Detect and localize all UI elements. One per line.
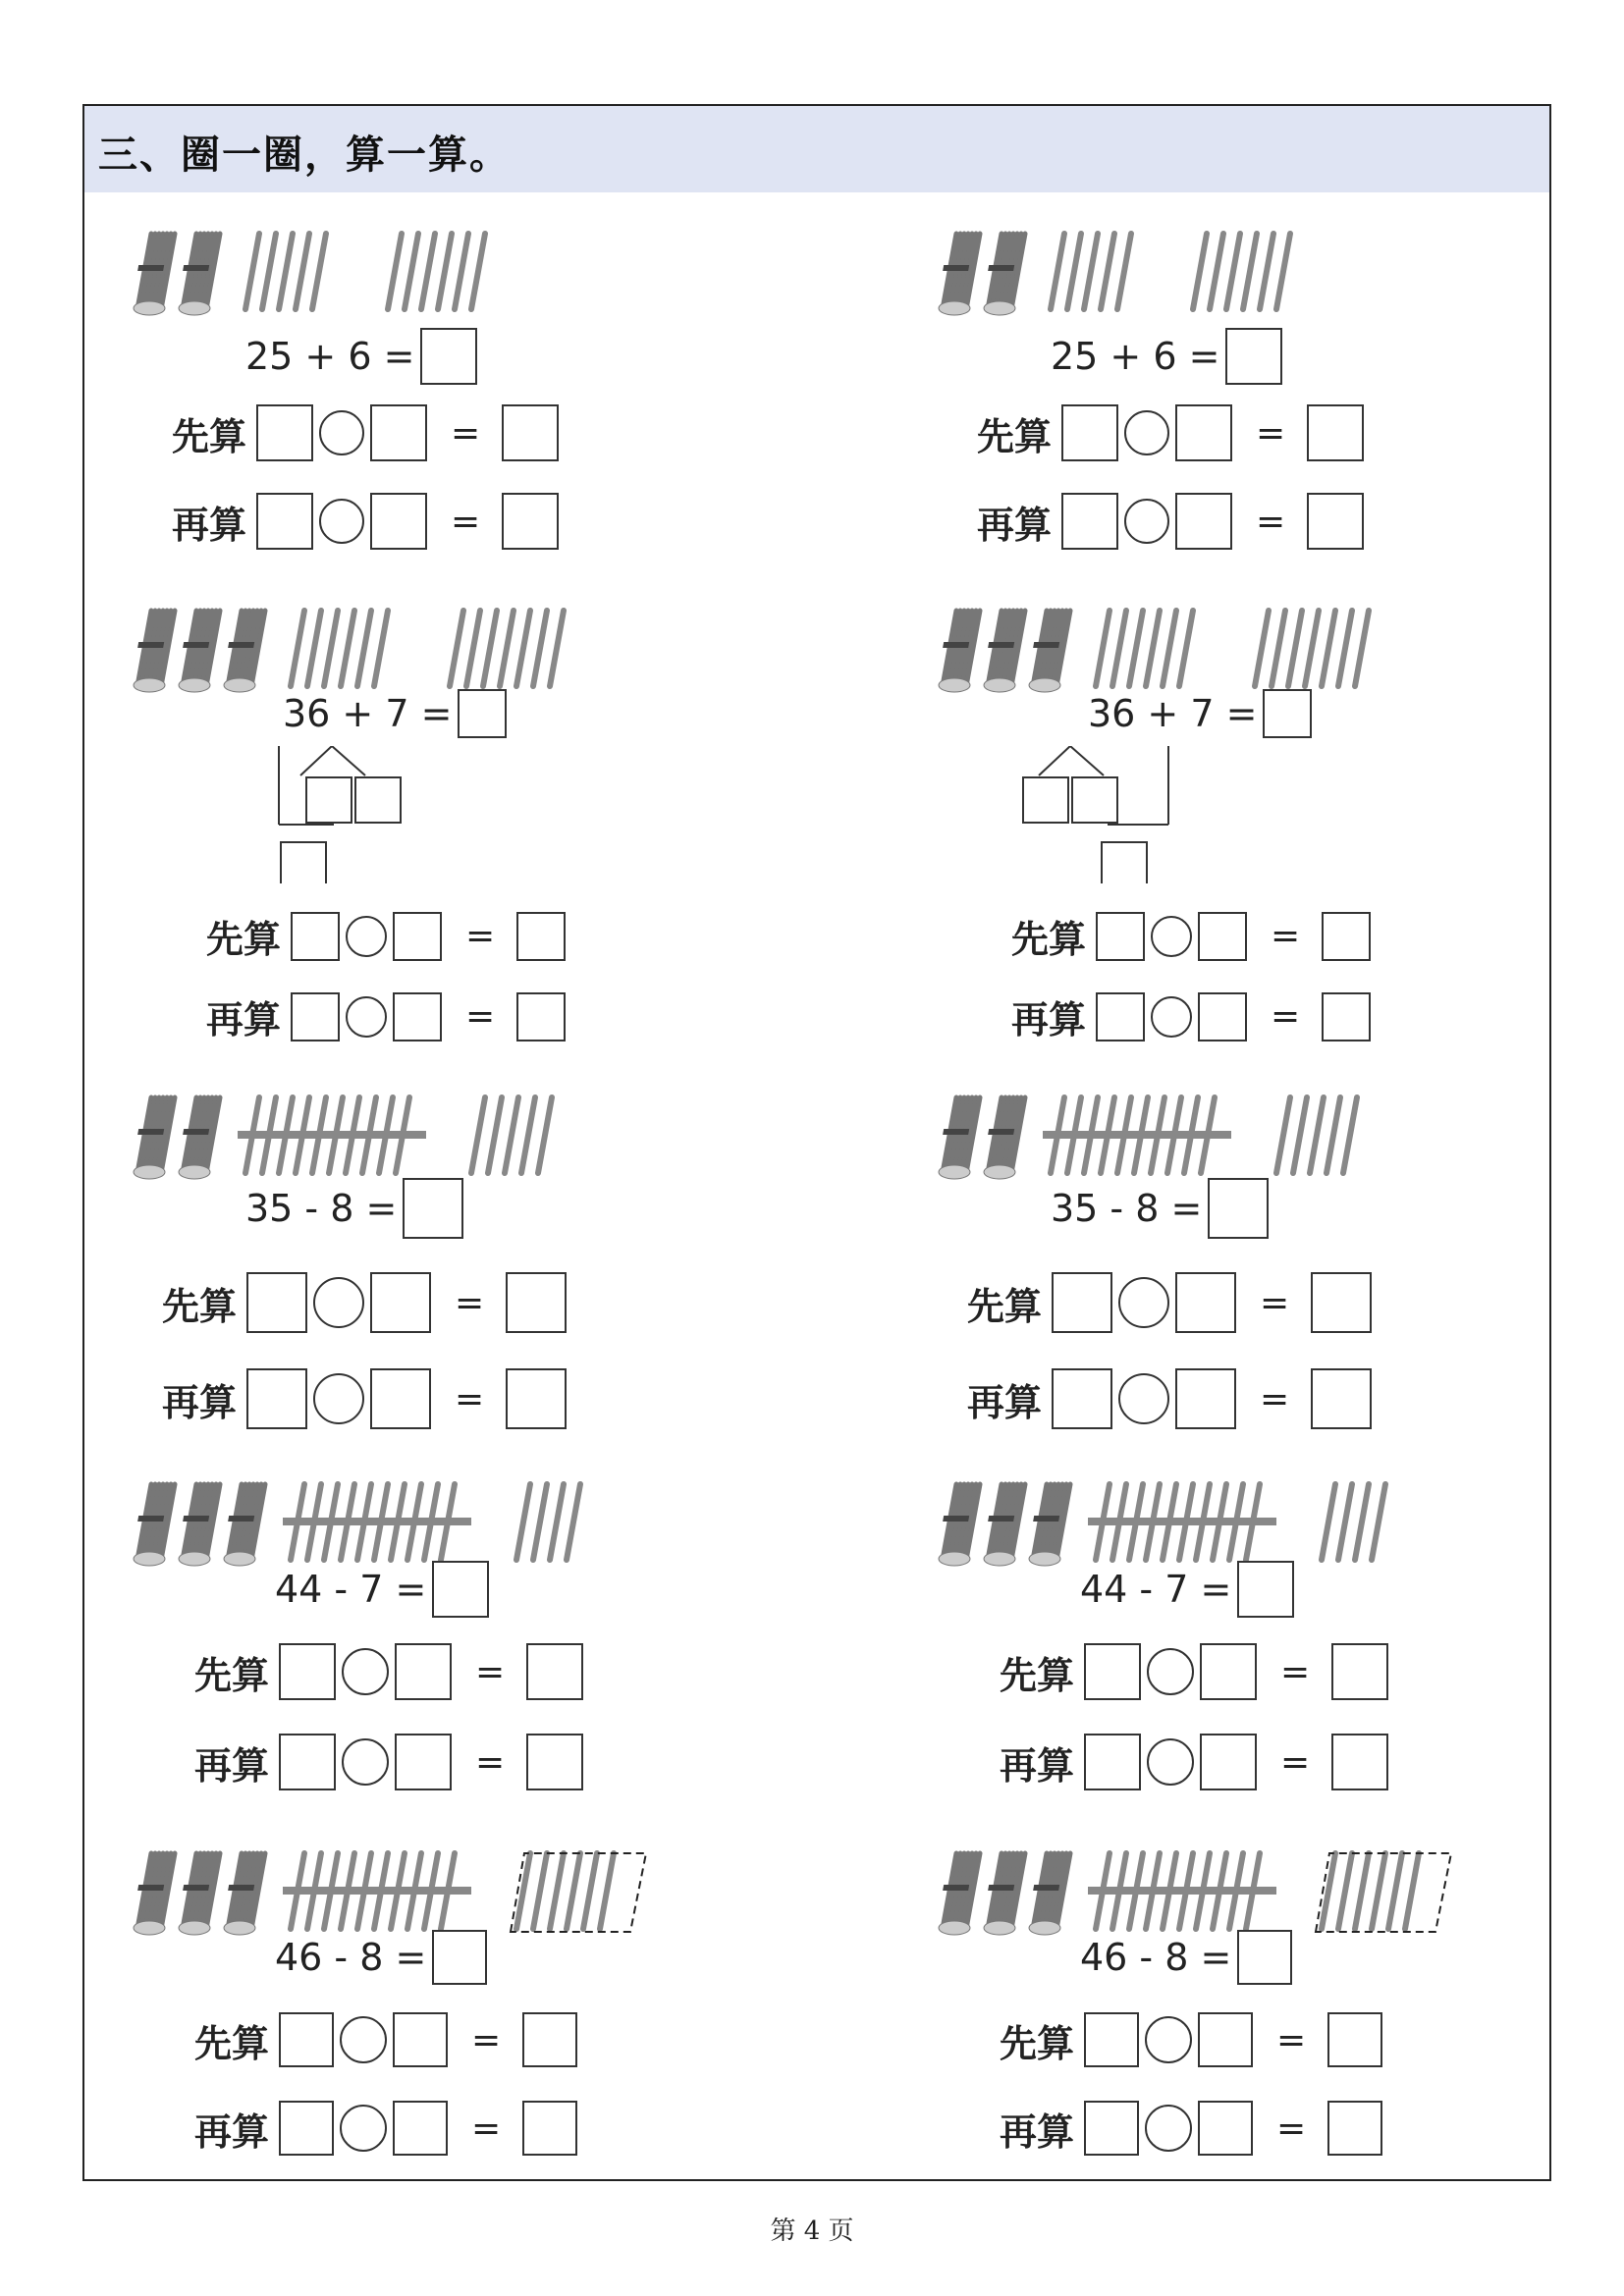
equation [275, 1561, 489, 1618]
stick-bundle [179, 1484, 220, 1566]
equation [283, 689, 507, 738]
result-box[interactable] [1322, 992, 1371, 1041]
equals-sign: = [465, 996, 496, 1037]
equals-sign: = [1260, 1378, 1290, 1419]
stick-bundle [984, 1484, 1025, 1566]
page-number: 第 4 页 [770, 2216, 854, 2246]
first-step-row [172, 404, 559, 461]
operand-box[interactable] [1175, 493, 1232, 550]
result-box[interactable] [526, 1734, 583, 1790]
stick-bundle [179, 1853, 220, 1935]
operand-box[interactable] [395, 1734, 452, 1790]
first-step-row [162, 1272, 567, 1333]
equals-sign: = [1280, 1741, 1311, 1783]
stick-bundle [939, 234, 980, 315]
first-step-row-label: 先算 [194, 1653, 270, 1697]
operator-circle[interactable] [313, 1277, 364, 1328]
result-box[interactable] [1331, 1643, 1388, 1700]
single-sticks-group [291, 611, 388, 686]
equals-sign: = [1271, 916, 1301, 956]
second-step-row [1000, 2101, 1382, 2156]
single-sticks-group [1193, 234, 1290, 309]
single-sticks-group [1316, 1853, 1451, 1932]
second-step-row-label: 再算 [172, 503, 247, 547]
operand-box[interactable] [1084, 2012, 1139, 2067]
operand-box[interactable] [395, 1643, 452, 1700]
first-step-row-label: 先算 [977, 414, 1053, 458]
operator-circle[interactable] [342, 1738, 389, 1786]
equals-sign: = [451, 501, 481, 542]
section-title: 三、圈一圈，算一算。 [98, 132, 511, 178]
second-step-row-label: 再算 [977, 503, 1053, 547]
single-sticks-group [1043, 1097, 1231, 1173]
equals-sign: = [1271, 996, 1301, 1037]
second-step-row [162, 1368, 567, 1429]
equation [1088, 689, 1312, 738]
sticks-illustration [118, 593, 727, 701]
single-sticks-group [511, 1853, 646, 1932]
second-step-row [1011, 989, 1371, 1043]
answer-box[interactable] [1225, 328, 1282, 385]
split-box[interactable] [1102, 842, 1147, 883]
operand-box[interactable] [1084, 1734, 1141, 1790]
single-sticks-group [283, 1484, 471, 1560]
equation-text: 46 - 8 = [1080, 1936, 1232, 1979]
operand-box[interactable] [1084, 2101, 1139, 2156]
result-box[interactable] [506, 1272, 567, 1333]
single-sticks-group [1096, 611, 1193, 686]
sticks-illustration [923, 1467, 1532, 1575]
stick-bundle [179, 611, 220, 692]
operand-box[interactable] [1096, 912, 1145, 961]
first-step-row-label: 先算 [1000, 2021, 1075, 2065]
first-step-row-label: 先算 [1011, 918, 1087, 961]
operator-circle[interactable] [346, 916, 387, 957]
first-step-row-label: 先算 [162, 1284, 238, 1328]
equals-sign: = [455, 1282, 485, 1323]
first-step-row [1011, 909, 1371, 963]
operator-circle[interactable] [313, 1373, 364, 1424]
sticks-illustration [923, 593, 1532, 701]
stick-bundle [134, 1097, 175, 1179]
stick-bundle [134, 1853, 175, 1935]
second-step-row [194, 2101, 577, 2156]
single-sticks-group [1051, 234, 1131, 309]
result-box[interactable] [1311, 1272, 1372, 1333]
operator-circle[interactable] [319, 410, 364, 455]
equation-text: 35 - 8 = [245, 1187, 398, 1230]
equation [1051, 1178, 1269, 1239]
first-step-row [1000, 1643, 1388, 1700]
operand-box[interactable] [1061, 493, 1118, 550]
operand-box[interactable] [256, 404, 313, 461]
result-box[interactable] [522, 2101, 577, 2156]
first-step-row-label: 先算 [967, 1284, 1043, 1328]
operand-box[interactable] [279, 2101, 334, 2156]
operand-box[interactable] [1096, 992, 1145, 1041]
equation [245, 1178, 463, 1239]
operator-circle[interactable] [1145, 2016, 1192, 2063]
equals-sign: = [465, 916, 496, 956]
result-box[interactable] [1307, 493, 1364, 550]
second-step-row [1000, 1734, 1388, 1790]
operand-box[interactable] [370, 404, 427, 461]
operand-box[interactable] [370, 493, 427, 550]
first-step-row [194, 1643, 583, 1700]
answer-box[interactable] [1237, 1930, 1292, 1985]
second-step-row-label: 再算 [194, 1743, 270, 1788]
operand-box[interactable] [1052, 1272, 1112, 1333]
problem-illustration [118, 216, 766, 328]
first-step-row [967, 1272, 1372, 1333]
answer-box[interactable] [403, 1178, 463, 1239]
answer-box[interactable] [458, 689, 507, 738]
second-step-row-label: 再算 [1000, 1743, 1075, 1788]
stick-bundle [1029, 611, 1070, 692]
operand-box[interactable] [1198, 2012, 1253, 2067]
stick-bundle [939, 1853, 980, 1935]
result-box[interactable] [1322, 912, 1371, 961]
stick-bundle [224, 1853, 265, 1935]
operator-circle[interactable] [319, 499, 364, 544]
operator-circle[interactable] [1124, 410, 1169, 455]
stick-bundle [939, 1097, 980, 1179]
operand-box[interactable] [393, 2101, 448, 2156]
equation-text: 44 - 7 = [275, 1568, 427, 1611]
split-box[interactable] [1023, 777, 1068, 823]
first-step-row-label: 先算 [172, 414, 247, 458]
operand-box[interactable] [291, 992, 340, 1041]
stick-bundle [134, 234, 175, 315]
operand-box[interactable] [279, 1643, 336, 1700]
equals-sign: = [475, 1741, 506, 1783]
equation [1080, 1561, 1294, 1618]
stick-bundle [134, 1484, 175, 1566]
sticks-illustration [118, 216, 727, 324]
split-box[interactable] [355, 777, 401, 823]
result-box[interactable] [1307, 404, 1364, 461]
equation [1051, 328, 1282, 385]
equation-text: 35 - 8 = [1051, 1187, 1203, 1230]
operand-box[interactable] [1175, 404, 1232, 461]
first-step-row-label: 先算 [206, 918, 282, 961]
equals-sign: = [471, 2019, 502, 2060]
operand-box[interactable] [246, 1368, 307, 1429]
equals-sign: = [471, 2108, 502, 2149]
stick-bundle [984, 611, 1025, 692]
equals-sign: = [1260, 1282, 1290, 1323]
stick-bundle [224, 611, 265, 692]
operand-box[interactable] [1198, 912, 1247, 961]
operand-box[interactable] [1052, 1368, 1112, 1429]
equation-text: 25 + 6 = [1051, 335, 1220, 378]
sticks-illustration [923, 1080, 1532, 1188]
split-box[interactable] [281, 842, 326, 883]
stick-bundle [1029, 1853, 1070, 1935]
stick-bundle [984, 1853, 1025, 1935]
single-sticks-group [1088, 1484, 1276, 1560]
split-diagram [255, 746, 452, 883]
problem-illustration [923, 593, 1571, 705]
problem-illustration [118, 593, 766, 705]
operator-circle[interactable] [1147, 1648, 1194, 1695]
stick-bundle [179, 1097, 220, 1179]
second-step-row-label: 再算 [162, 1380, 238, 1424]
operator-circle[interactable] [1151, 996, 1192, 1038]
equation [275, 1930, 487, 1985]
first-step-row [977, 404, 1364, 461]
operand-box[interactable] [393, 992, 442, 1041]
operator-circle[interactable] [1118, 1373, 1169, 1424]
stick-bundle [939, 1484, 980, 1566]
single-sticks-group [283, 1853, 471, 1929]
operand-box[interactable] [370, 1272, 431, 1333]
second-step-row-label: 再算 [1011, 998, 1087, 1041]
stick-bundle [224, 1484, 265, 1566]
stick-bundle [179, 234, 220, 315]
operand-box[interactable] [256, 493, 313, 550]
result-box[interactable] [502, 404, 559, 461]
equation-text: 36 + 7 = [1088, 692, 1258, 735]
equals-sign: = [1256, 501, 1286, 542]
first-step-row [206, 909, 566, 963]
equation [245, 328, 477, 385]
problem-illustration [923, 1080, 1571, 1192]
second-step-row-label: 再算 [206, 998, 282, 1041]
single-sticks-group [516, 1484, 580, 1560]
answer-box[interactable] [432, 1930, 487, 1985]
second-step-row-label: 再算 [194, 2109, 270, 2154]
operator-circle[interactable] [1124, 499, 1169, 544]
operand-box[interactable] [291, 912, 340, 961]
stick-bundle [984, 234, 1025, 315]
operand-box[interactable] [1200, 1643, 1257, 1700]
sticks-illustration [118, 1080, 727, 1188]
operand-box[interactable] [279, 2012, 334, 2067]
problem-illustration [923, 216, 1571, 328]
result-box[interactable] [1311, 1368, 1372, 1429]
first-step-row [194, 2012, 577, 2067]
second-step-row [206, 989, 566, 1043]
answer-box[interactable] [1237, 1561, 1294, 1618]
problem-illustration [118, 1080, 766, 1192]
answer-box[interactable] [420, 328, 477, 385]
operator-circle[interactable] [1147, 1738, 1194, 1786]
operand-box[interactable] [393, 912, 442, 961]
single-sticks-group [471, 1097, 552, 1173]
split-box[interactable] [306, 777, 352, 823]
second-step-row-label: 再算 [967, 1380, 1043, 1424]
result-box[interactable] [502, 493, 559, 550]
operand-box[interactable] [1198, 992, 1247, 1041]
result-box[interactable] [1327, 2012, 1382, 2067]
operator-circle[interactable] [1151, 916, 1192, 957]
operator-circle[interactable] [1145, 2105, 1192, 2152]
single-sticks-group [1322, 1484, 1385, 1560]
single-sticks-group [450, 611, 564, 686]
operator-circle[interactable] [340, 2105, 387, 2152]
equals-sign: = [475, 1651, 506, 1692]
operator-circle[interactable] [342, 1648, 389, 1695]
operand-box[interactable] [1175, 1272, 1236, 1333]
operand-box[interactable] [246, 1272, 307, 1333]
equals-sign: = [1256, 412, 1286, 454]
equation-text: 25 + 6 = [245, 335, 415, 378]
second-step-row [977, 493, 1364, 550]
result-box[interactable] [526, 1643, 583, 1700]
operator-circle[interactable] [340, 2016, 387, 2063]
single-sticks-group [388, 234, 485, 309]
second-step-row [967, 1368, 1372, 1429]
single-sticks-group [1088, 1853, 1276, 1929]
operand-box[interactable] [279, 1734, 336, 1790]
result-box[interactable] [522, 2012, 577, 2067]
operand-box[interactable] [1084, 1643, 1141, 1700]
sticks-illustration [923, 216, 1532, 324]
second-step-row [172, 493, 559, 550]
answer-box[interactable] [432, 1561, 489, 1618]
sticks-illustration [118, 1836, 727, 1944]
single-sticks-group [1276, 1097, 1357, 1173]
sticks-illustration [923, 1836, 1532, 1944]
equation [1080, 1930, 1292, 1985]
operand-box[interactable] [1200, 1734, 1257, 1790]
single-sticks-group [1255, 611, 1369, 686]
result-box[interactable] [1331, 1734, 1388, 1790]
single-sticks-group [238, 1097, 426, 1173]
first-step-row-label: 先算 [194, 2021, 270, 2065]
equation-text: 44 - 7 = [1080, 1568, 1232, 1611]
operand-box[interactable] [1061, 404, 1118, 461]
answer-box[interactable] [1208, 1178, 1269, 1239]
operator-circle[interactable] [1118, 1277, 1169, 1328]
operator-circle[interactable] [346, 996, 387, 1038]
stick-bundle [939, 611, 980, 692]
equals-sign: = [1276, 2019, 1307, 2060]
result-box[interactable] [516, 912, 566, 961]
split-box[interactable] [1072, 777, 1117, 823]
first-step-row [1000, 2012, 1382, 2067]
equals-sign: = [455, 1378, 485, 1419]
result-box[interactable] [506, 1368, 567, 1429]
sticks-illustration [118, 1467, 727, 1575]
equation-text: 36 + 7 = [283, 692, 453, 735]
first-step-row-label: 先算 [1000, 1653, 1075, 1697]
equals-sign: = [451, 412, 481, 454]
stick-bundle [984, 1097, 1025, 1179]
operand-box[interactable] [393, 2012, 448, 2067]
equation-text: 46 - 8 = [275, 1936, 427, 1979]
stick-bundle [134, 611, 175, 692]
split-diagram [1021, 746, 1218, 883]
second-step-row [194, 1734, 583, 1790]
result-box[interactable] [1327, 2101, 1382, 2156]
operand-box[interactable] [1198, 2101, 1253, 2156]
result-box[interactable] [516, 992, 566, 1041]
stick-bundle [1029, 1484, 1070, 1566]
equals-sign: = [1280, 1651, 1311, 1692]
answer-box[interactable] [1263, 689, 1312, 738]
operand-box[interactable] [370, 1368, 431, 1429]
second-step-row-label: 再算 [1000, 2109, 1075, 2154]
single-sticks-group [245, 234, 326, 309]
equals-sign: = [1276, 2108, 1307, 2149]
operand-box[interactable] [1175, 1368, 1236, 1429]
